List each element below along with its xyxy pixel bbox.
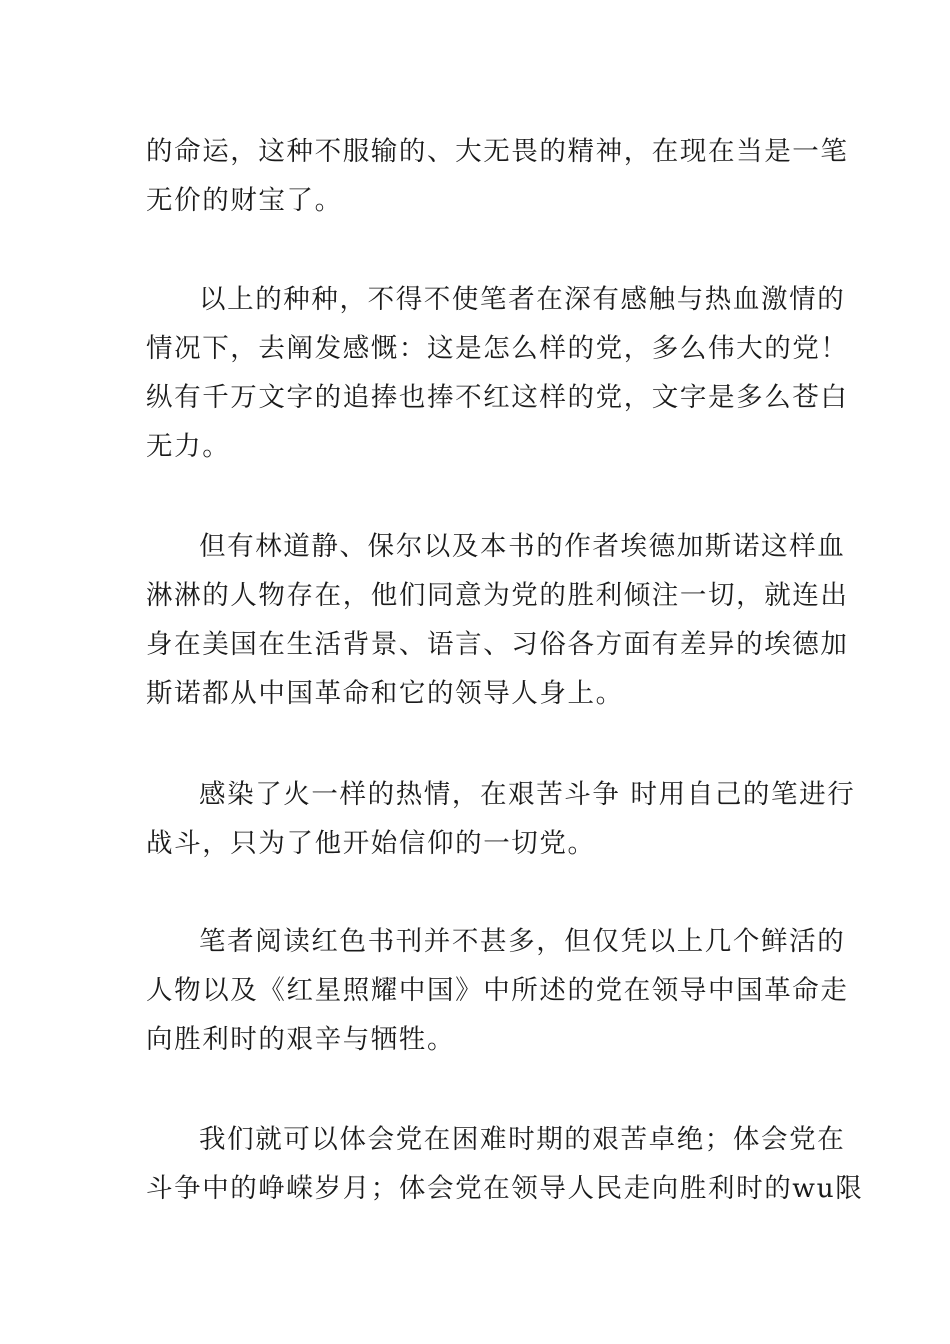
text-line: 感染了火一样的热情，在艰苦斗争 时用自己的笔进行: [199, 779, 856, 810]
text-line: 以上的种种，不得不使笔者在深有感触与热血激情的: [199, 284, 846, 315]
text-line: 的命运，这种不服输的、大无畏的精神，在现在当是一笔: [146, 136, 849, 167]
text-line: 无价的财宝了。: [146, 185, 343, 216]
text-line: 人物以及《红星照耀中国》中所述的党在领导中国革命走: [146, 975, 849, 1006]
text-line: 笔者阅读红色书刊并不甚多，但仅凭以上几个鲜活的: [199, 926, 846, 957]
paragraph-1: [146, 127, 849, 225]
text-line: 斯诺都从中国革命和它的领导人身上。: [146, 678, 624, 709]
text-line: 但有林道静、保尔以及本书的作者埃德加斯诺这样血: [199, 531, 846, 562]
text-line: 身在美国在生活背景、语言、习俗各方面有差异的埃德加: [146, 629, 849, 660]
text-line: 无力。: [146, 431, 231, 462]
paragraph-6: [146, 1115, 864, 1213]
paragraph-2: [146, 275, 849, 471]
text-line: 纵有千万文字的追捧也捧不红这样的党，文字是多么苍白: [146, 382, 849, 413]
text-line: 斗争中的峥嵘岁月；体会党在领导人民走向胜利时的wu限: [146, 1173, 864, 1204]
text-line: 淋淋的人物存在，他们同意为党的胜利倾注一切，就连出: [146, 580, 849, 611]
paragraph-3: [146, 522, 849, 718]
text-line: 情况下，去阐发感慨：这是怎么样的党，多么伟大的党！: [146, 333, 849, 364]
paragraph-5: [146, 917, 849, 1064]
paragraph-4: [146, 770, 856, 868]
text-line: 向胜利时的艰辛与牺牲。: [146, 1024, 456, 1055]
text-line: 我们就可以体会党在困难时期的艰苦卓绝；体会党在: [199, 1124, 846, 1155]
text-line: 战斗，只为了他开始信仰的一切党。: [146, 828, 596, 859]
